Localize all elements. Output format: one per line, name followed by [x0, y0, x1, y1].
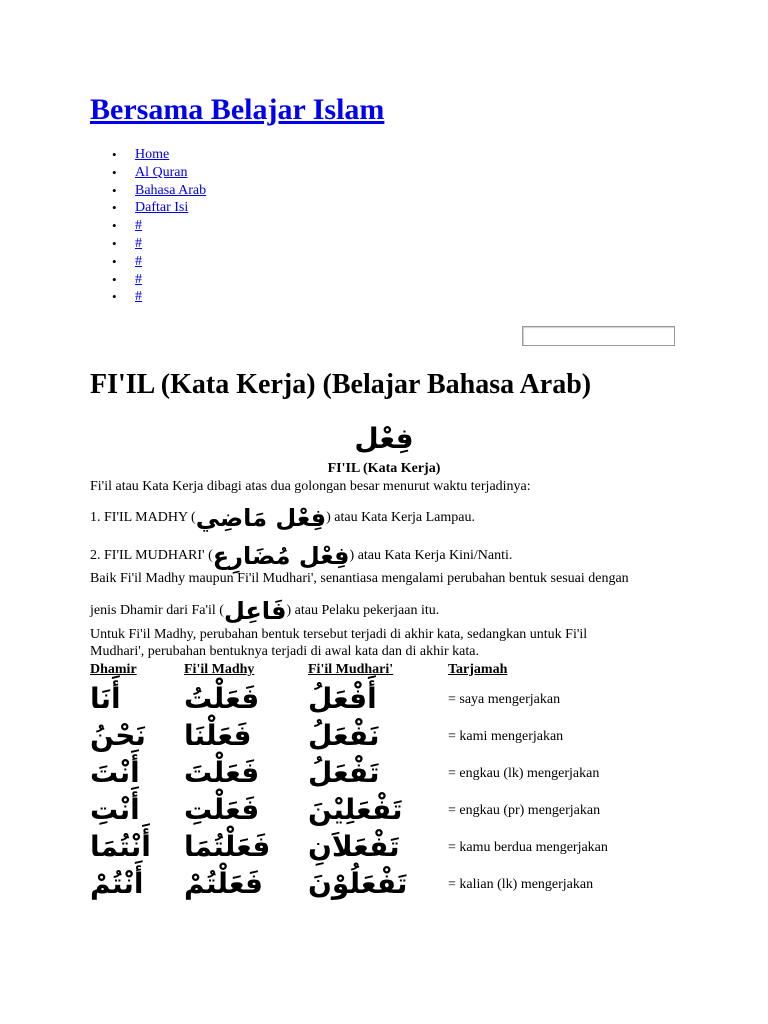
- header-dhamir: Dhamir: [90, 662, 137, 677]
- mudhari-line: [90, 542, 513, 570]
- mudhari-cell: تَفْعَلُ: [308, 756, 380, 789]
- nav-item-al-quran: [90, 164, 206, 182]
- table-row: [90, 830, 690, 867]
- dhamir-cell: نَحْنُ: [90, 719, 146, 752]
- madhy-cell: فَعَلْتُمَا: [184, 830, 271, 863]
- post-title: FI'IL (Kata Kerja) (Belajar Bahasa Arab): [90, 369, 592, 400]
- nav-link-daftar-isi[interactable]: Daftar Isi: [135, 200, 189, 216]
- header-fiil-madhy: Fi'il Madhy: [184, 662, 255, 677]
- site-title-link[interactable]: Bersama Belajar Islam: [90, 93, 385, 126]
- tarjamah-cell: = kalian (lk) mengerjakan: [448, 877, 594, 892]
- tarjamah-cell: = engkau (pr) mengerjakan: [448, 803, 601, 818]
- nav-link-hash-3[interactable]: #: [135, 253, 142, 269]
- fail-line: [90, 597, 440, 625]
- madhy-after: ) atau Kata Kerja Lampau.: [326, 510, 475, 526]
- table-row: [90, 793, 690, 830]
- mudhari-cell: نَفْعَلُ: [308, 719, 380, 752]
- nav-link-hash-4[interactable]: #: [135, 271, 142, 287]
- intro-text: Fi'il atau Kata Kerja dibagi atas dua golongan besar menurut waktu terjadinya:: [90, 479, 531, 494]
- dhamir-cell: أَنْتُمْ: [90, 867, 144, 900]
- nav-link-bahasa-arab[interactable]: Bahasa Arab: [135, 182, 207, 198]
- mudhari-after: ) atau Kata Kerja Kini/Nanti.: [349, 548, 513, 564]
- mudhari-cell: تَفْعَلاَنِ: [308, 830, 400, 863]
- mudhari-cell: تَفْعَلُوْنَ: [308, 867, 408, 900]
- nav-link-hash-5[interactable]: #: [135, 289, 142, 305]
- nav-item-hash-4: [90, 271, 206, 289]
- table-row: [90, 719, 690, 756]
- dhamir-cell: أَنْتُمَا: [90, 830, 151, 863]
- nav-link-hash-1[interactable]: #: [135, 218, 142, 234]
- header-tarjamah: Tarjamah: [448, 662, 508, 677]
- nav-item-home: [90, 146, 206, 164]
- dhamir-cell: أَنْتِ: [90, 793, 140, 826]
- madhy-cell: فَعَلْتِ: [184, 793, 260, 826]
- madhy-cell: فَعَلْتَ: [184, 756, 260, 789]
- nav-item-hash-5: [90, 288, 206, 306]
- dhamir-cell: أَنْتَ: [90, 756, 140, 789]
- madhy-before: 1. FI'IL MADHY (: [90, 510, 196, 526]
- tarjamah-cell: = kami mengerjakan: [448, 729, 564, 744]
- nav-item-hash-2: [90, 235, 206, 253]
- nav-item-hash-3: [90, 253, 206, 271]
- nav-link-al-quran[interactable]: Al Quran: [135, 164, 188, 180]
- madhy-cell: فَعَلْنَا: [184, 719, 252, 752]
- tarjamah-cell: = kamu berdua mengerjakan: [448, 840, 608, 855]
- nav-link-home[interactable]: Home: [135, 147, 170, 162]
- heading-caption: FI'IL (Kata Kerja): [327, 461, 441, 476]
- dhamir-cell: أَنَا: [90, 682, 121, 715]
- heading-arabic: فِعْل: [354, 422, 414, 455]
- madhy-arabic: فِعْل مَاضِي: [195, 504, 327, 532]
- nav-item-hash-1: [90, 217, 206, 235]
- paragraph-2-line-2: Mudhari', perubahan bentuknya terjadi di awal kata dan di akhir kata.: [90, 644, 479, 659]
- main-nav: [90, 146, 206, 306]
- madhy-cell: فَعَلْتُمْ: [184, 867, 263, 900]
- paragraph-1: Baik Fi'il Madhy maupun Fi'il Mudhari', senantiasa mengalami perubahan bentuk sesuai dengan: [90, 571, 629, 586]
- table-row: [90, 867, 690, 904]
- nav-item-daftar-isi: [90, 199, 206, 217]
- fail-before: jenis Dhamir dari Fa'il (: [90, 603, 224, 619]
- nav-link-hash-2[interactable]: #: [135, 235, 142, 251]
- madhy-cell: فَعَلْتُ: [184, 682, 260, 715]
- tarjamah-cell: = saya mengerjakan: [448, 692, 561, 707]
- tarjamah-cell: = engkau (lk) mengerjakan: [448, 766, 600, 781]
- mudhari-cell: تَفْعَلِيْنَ: [308, 793, 403, 826]
- header-fiil-mudhari: Fi'il Mudhari': [308, 662, 394, 677]
- fail-arabic: فَاعِل: [223, 597, 287, 625]
- mudhari-cell: أَفْعَلُ: [308, 682, 377, 715]
- madhy-line: [90, 504, 475, 532]
- mudhari-before: 2. FI'IL MUDHARI' (: [90, 548, 213, 564]
- search-input[interactable]: [522, 326, 675, 346]
- table-row: [90, 756, 690, 793]
- nav-item-bahasa-arab: [90, 182, 206, 200]
- paragraph-2-line-1: Untuk Fi'il Madhy, perubahan bentuk tersebut terjadi di akhir kata, sedangkan untuk Fi'il: [90, 627, 588, 642]
- fail-after: ) atau Pelaku pekerjaan itu.: [286, 603, 440, 619]
- table-row: [90, 682, 690, 719]
- mudhari-arabic: فِعْل مُضَارِع: [212, 542, 350, 570]
